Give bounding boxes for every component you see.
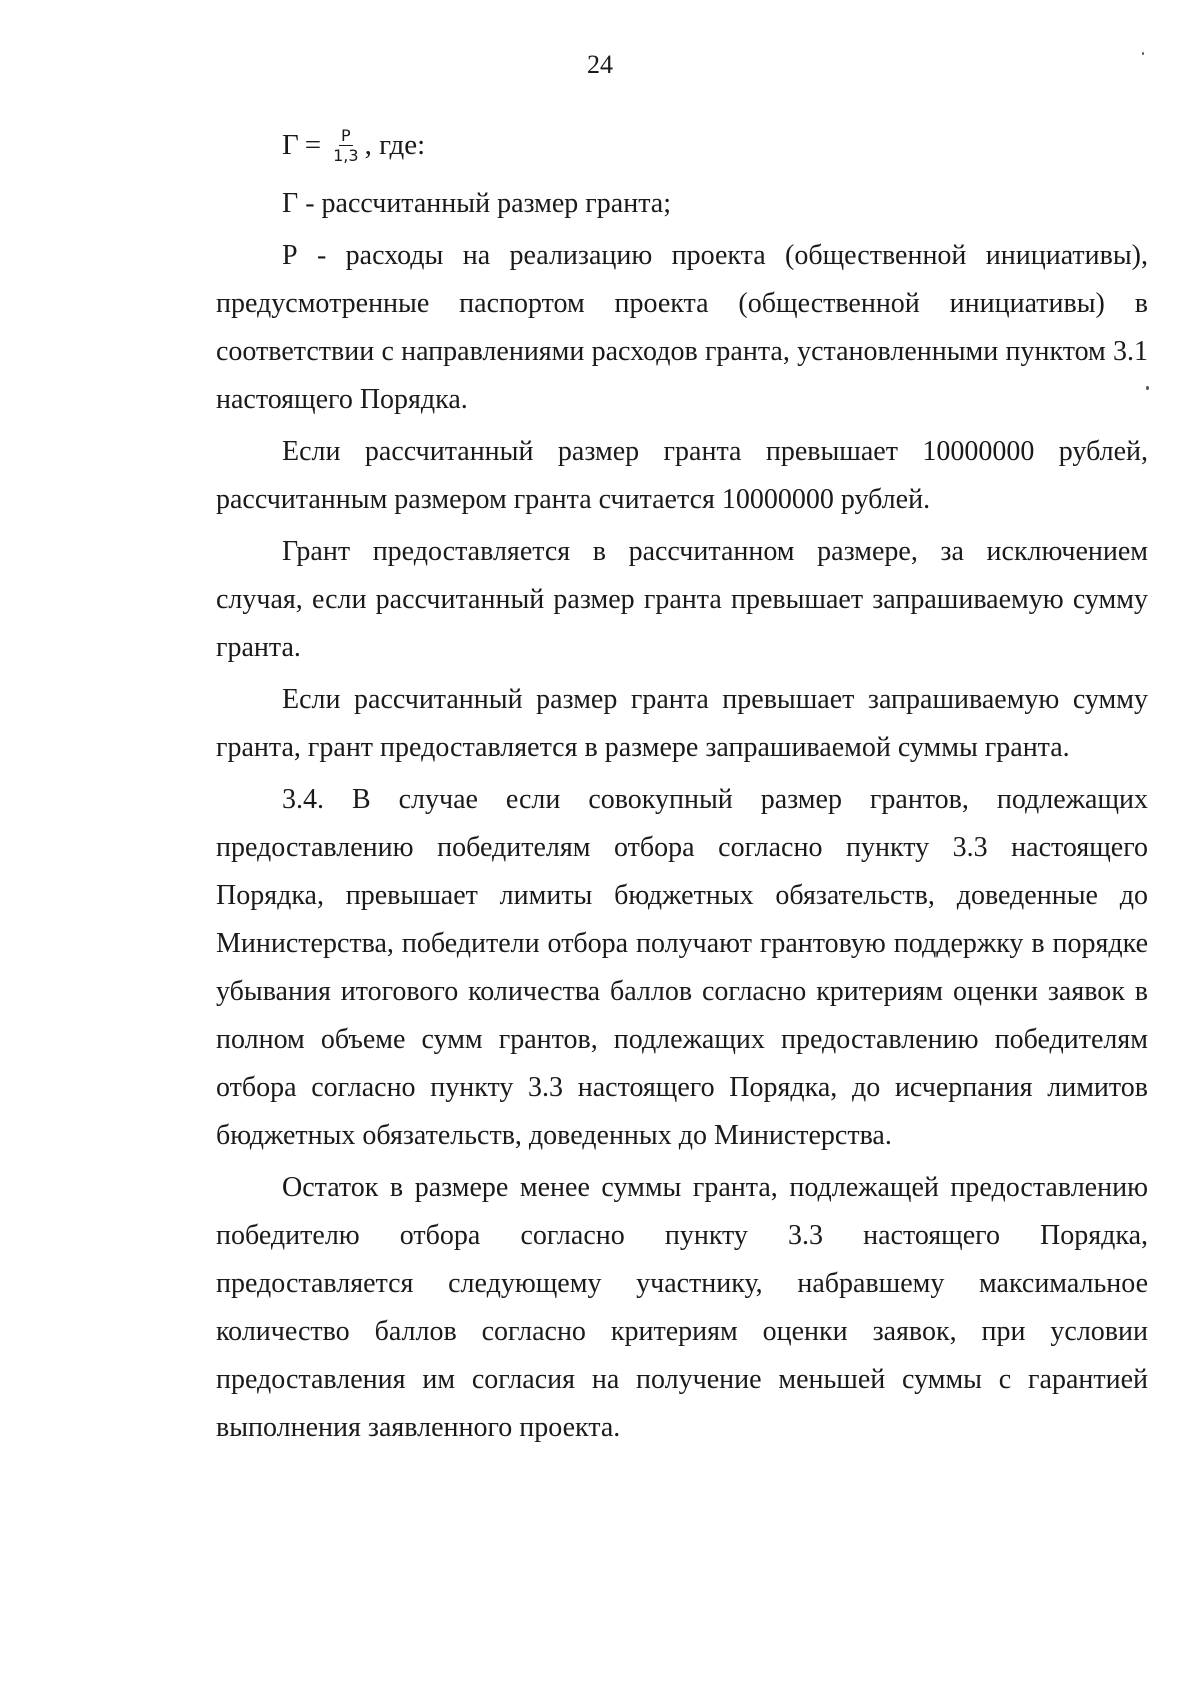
paragraph-grant-cap: Если рассчитанный размер гранта превышает 10000000 рублей, рассчитанным размером гранта считается 10000000 рублей. [216,436,1148,515]
paragraph-grant-requested: Если рассчитанный размер гранта превышает запрашиваемую сумму гранта, грант предоставляется в размере запрашиваемой суммы гранта. [216,684,1148,763]
paragraph-clause-3-4: 3.4. В случае если совокупный размер грантов, подлежащих предоставлению победителям отбора согласно пункту 3.3 настоящего Порядка, превышает лимиты бюджетных обязательств, доведенные до Министерства, победители отбора получают грантовую поддержку в порядке убывания итогового количества баллов согласно критериям оценки заявок в полном объеме сумм грантов, подлежащих предоставлению победителям отбора согласно пункту 3.3 настоящего Порядка, до исчерпания лимитов бюджетных обязательств, доведенных до Министерства. [216,784,1148,1151]
formula-fraction [331,126,360,165]
formula-equals: = [304,129,322,161]
document-body [216,110,1148,1456]
formula-suffix: , где: [364,129,426,161]
definition-p: Р - расходы на реализацию проекта (общественной инициативы), предусмотренные паспортом проекта (общественной инициативы) в соответствии с направлениями расходов гранта, установленными пунктом 3.1 настоящего Порядка. [216,240,1148,415]
paragraph-remainder: Остаток в размере менее суммы гранта, подлежащей предоставлению победителю отбора согласно пункту 3.3 настоящего Порядка, предоставляется следующему участнику, набравшему максимальное количество баллов согласно критериям оценки заявок, при условии предоставления им согласия на получение меньшей суммы с гарантией выполнения заявленного проекта. [216,1172,1148,1443]
formula-lhs: Г [282,129,299,161]
formula-denominator: 1,3 [333,145,359,165]
grant-formula [216,110,1148,180]
definition-g: Г - рассчитанный размер гранта; [282,188,671,219]
page-number: 24 [587,50,613,79]
formula-numerator: Р [341,125,351,145]
paragraph-grant-calculated: Грант предоставляется в рассчитанном размере, за исключением случая, если рассчитанный размер гранта превышает запрашиваемую сумму гранта. [216,536,1148,663]
